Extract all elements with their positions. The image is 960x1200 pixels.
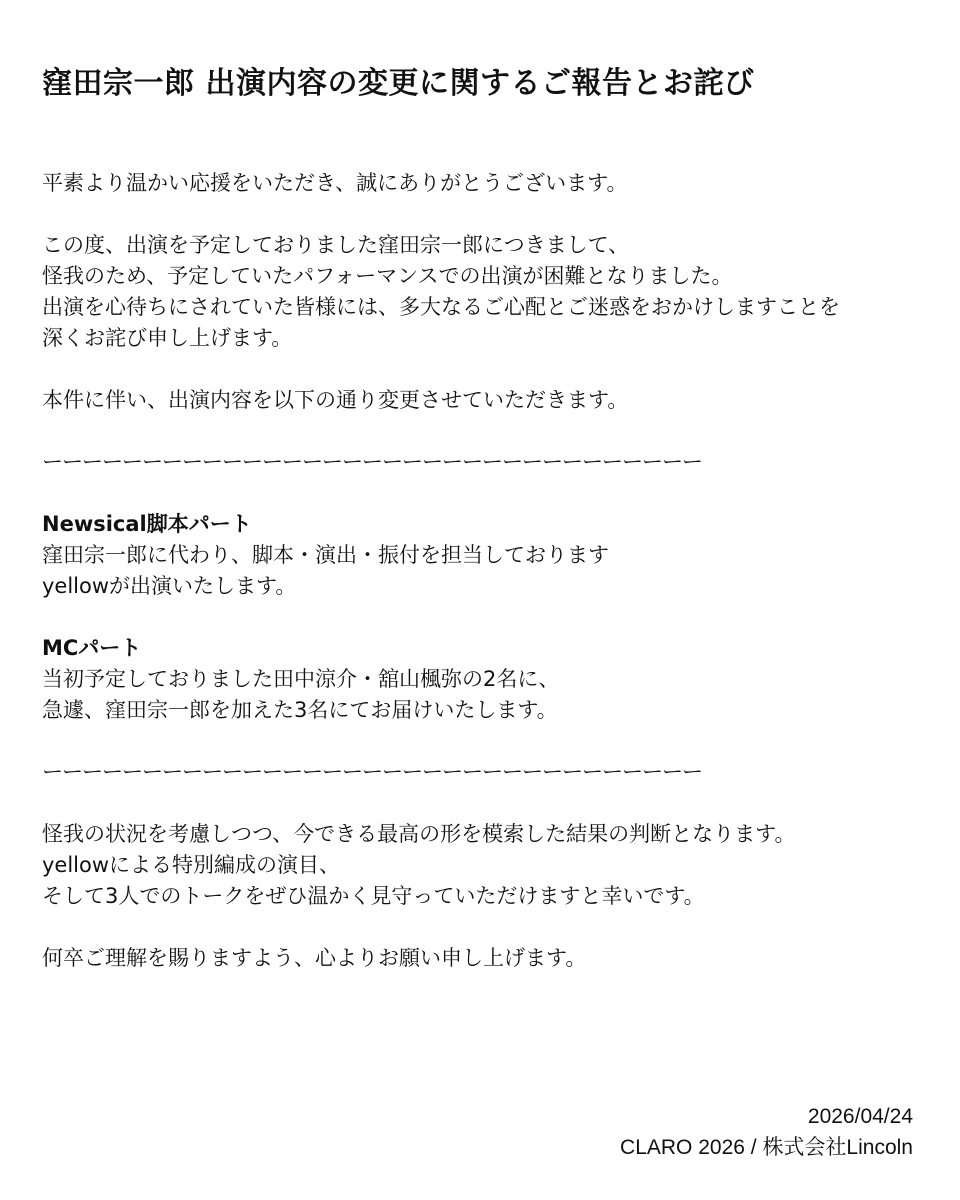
paragraph-line: 出演を心待ちにされていた皆様には、多大なるご心配とご迷惑をおかけしますことを (42, 295, 840, 319)
divider-line: ーーーーーーーーーーーーーーーーーーーーーーーーーーーーーーーーー (42, 450, 702, 474)
spacer (42, 354, 922, 385)
section-line: 急遽、窪田宗一郎を加えた3名にてお届けいたします。 (42, 698, 558, 722)
page-title: 窪田宗一郎 出演内容の変更に関するご報告とお詫び (42, 66, 755, 101)
section-line: yellowが出演いたします。 (42, 574, 297, 598)
spacer (42, 726, 922, 757)
closing-line: yellowによる特別編成の演目、 (42, 853, 341, 877)
spacer (42, 602, 922, 633)
issuer-name: CLARO 2026 / 株式会社Lincoln (620, 1136, 913, 1159)
spacer (42, 912, 922, 943)
section-heading-newsical: Newsical脚本パート (42, 512, 252, 536)
section-line: 窪田宗一郎に代わり、脚本・演出・振付を担当しております (42, 543, 609, 567)
spacer (42, 478, 922, 509)
divider-line: ーーーーーーーーーーーーーーーーーーーーーーーーーーーーーーーーー (42, 760, 702, 784)
change-intro-text: 本件に伴い、出演内容を以下の通り変更させていただきます。 (42, 388, 629, 412)
spacer (42, 788, 922, 819)
greeting-text: 平素より温かい応援をいただき、誠にありがとうございます。 (42, 171, 628, 195)
announcement-body (42, 168, 922, 974)
spacer (42, 199, 922, 230)
final-request-text: 何卒ご理解を賜りますよう、心よりお願い申し上げます。 (42, 946, 587, 970)
announcement-date: 2026/04/24 (807, 1105, 913, 1128)
paragraph-line: 怪我のため、予定していたパフォーマンスでの出演が困難となりました。 (42, 264, 733, 288)
closing-line: そして3人でのトークをぜひ温かく見守っていただけますと幸いです。 (42, 884, 705, 908)
paragraph-line: 深くお詫び申し上げます。 (42, 326, 293, 350)
closing-line: 怪我の状況を考慮しつつ、今できる最高の形を模索した結果の判断となります。 (42, 822, 796, 846)
section-heading-mc: MCパート (42, 636, 142, 660)
footer-signature (620, 1101, 913, 1163)
section-line: 当初予定しておりました田中涼介・舘山楓弥の2名に、 (42, 667, 560, 691)
paragraph-line: この度、出演を予定しておりました窪田宗一郎につきまして、 (42, 233, 630, 257)
spacer (42, 416, 922, 447)
